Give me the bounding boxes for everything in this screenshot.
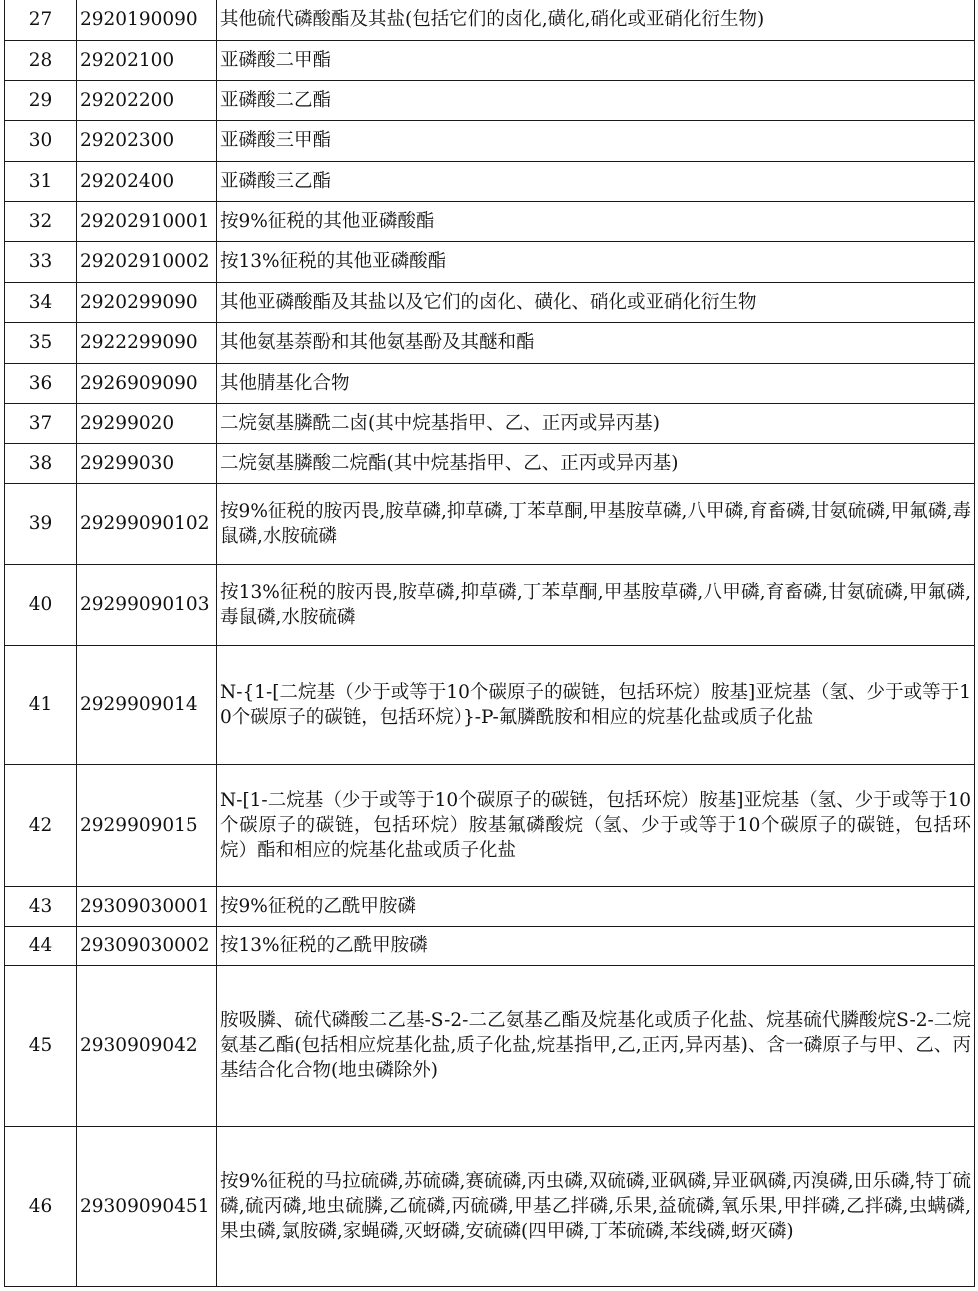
product-name: 按9%征税的马拉硫磷,苏硫磷,赛硫磷,丙虫磷,双硫磷,亚砜磷,异亚砜磷,丙溴磷,田乐磷,特丁硫磷,硫丙磷,地虫硫膦,乙硫磷,丙硫磷,甲基乙拌磷,乐果,益硫磷,氧乐果,甲拌磷,乙拌磷,虫螨磷,果虫磷,氯胺磷,家蝇磷,灭蚜磷,安硫磷(四甲磷,丁苯硫磷,苯线磷,蚜灭磷): [217, 1126, 975, 1286]
hs-code: 29202300: [77, 120, 217, 161]
product-name: 按13%征税的乙酰甲胺磷: [217, 926, 975, 965]
row-number: 28: [5, 40, 77, 80]
row-number: 33: [5, 241, 77, 282]
row-number: 37: [5, 403, 77, 443]
tariff-code-table: [4, 0, 975, 1287]
hs-code: 2930909042: [77, 965, 217, 1126]
row-number: 31: [5, 161, 77, 201]
product-name: 按13%征税的其他亚磷酸酯: [217, 241, 975, 282]
product-name: 胺吸膦、硫代磷酸二乙基-S-2-二乙氨基乙酯及烷基化或质子化盐、烷基硫代膦酸烷S-2-二烷氨基乙酯(包括相应烷基化盐,质子化盐,烷基指甲,乙,正丙,异丙基)、含一磷原子与甲、乙、丙基结合化合物(地虫磷除外): [217, 965, 975, 1126]
table-row: [5, 161, 975, 201]
product-name: 二烷氨基膦酸二烷酯(其中烷基指甲、乙、正丙或异丙基): [217, 443, 975, 483]
row-number: 46: [5, 1126, 77, 1286]
row-number: 27: [5, 0, 77, 40]
hs-code: 2920299090: [77, 282, 217, 322]
row-number: 42: [5, 764, 77, 886]
hs-code: 29202910002: [77, 241, 217, 282]
row-number: 30: [5, 120, 77, 161]
table-row: [5, 483, 975, 564]
product-name: 按9%征税的其他亚磷酸酯: [217, 201, 975, 241]
product-name: 其他硫代磷酸酯及其盐(包括它们的卤化,磺化,硝化或亚硝化衍生物): [217, 0, 975, 40]
table-row: [5, 1126, 975, 1286]
hs-code: 29299090102: [77, 483, 217, 564]
product-name: 亚磷酸三甲酯: [217, 120, 975, 161]
table-row: [5, 363, 975, 403]
table-row: [5, 645, 975, 764]
row-number: 34: [5, 282, 77, 322]
hs-code: 2922299090: [77, 322, 217, 363]
hs-code: 2920190090: [77, 0, 217, 40]
hs-code: 29202400: [77, 161, 217, 201]
product-name: 二烷氨基膦酰二卤(其中烷基指甲、乙、正丙或异丙基): [217, 403, 975, 443]
hs-code: 29309030001: [77, 886, 217, 926]
hs-code: 2926909090: [77, 363, 217, 403]
row-number: 43: [5, 886, 77, 926]
hs-code: 2929909015: [77, 764, 217, 886]
table-row: [5, 0, 975, 40]
row-number: 29: [5, 80, 77, 120]
row-number: 35: [5, 322, 77, 363]
row-number: 36: [5, 363, 77, 403]
table-row: [5, 926, 975, 965]
table-row: [5, 282, 975, 322]
product-name: 其他腈基化合物: [217, 363, 975, 403]
table-row: [5, 40, 975, 80]
hs-code: 2929909014: [77, 645, 217, 764]
product-name: 按9%征税的胺丙畏,胺草磷,抑草磷,丁苯草酮,甲基胺草磷,八甲磷,育畜磷,甘氨硫磷,甲氟磷,毒鼠磷,水胺硫磷: [217, 483, 975, 564]
table-row: [5, 443, 975, 483]
hs-code: 29299090103: [77, 564, 217, 645]
product-name: 其他亚磷酸酯及其盐以及它们的卤化、磺化、硝化或亚硝化衍生物: [217, 282, 975, 322]
row-number: 45: [5, 965, 77, 1126]
table-row: [5, 886, 975, 926]
table-row: [5, 764, 975, 886]
table-row: [5, 80, 975, 120]
hs-code: 29202910001: [77, 201, 217, 241]
table-row: [5, 965, 975, 1126]
hs-code: 29299020: [77, 403, 217, 443]
hs-code: 29309090451: [77, 1126, 217, 1286]
product-name: 按9%征税的乙酰甲胺磷: [217, 886, 975, 926]
table-row: [5, 403, 975, 443]
product-name: 亚磷酸三乙酯: [217, 161, 975, 201]
product-name: 亚磷酸二乙酯: [217, 80, 975, 120]
row-number: 41: [5, 645, 77, 764]
table-row: [5, 322, 975, 363]
row-number: 38: [5, 443, 77, 483]
product-name: 其他氨基萘酚和其他氨基酚及其醚和酯: [217, 322, 975, 363]
row-number: 40: [5, 564, 77, 645]
row-number: 39: [5, 483, 77, 564]
hs-code: 29202100: [77, 40, 217, 80]
product-name: 按13%征税的胺丙畏,胺草磷,抑草磷,丁苯草酮,甲基胺草磷,八甲磷,育畜磷,甘氨硫磷,甲氟磷,毒鼠磷,水胺硫磷: [217, 564, 975, 645]
product-name: 亚磷酸二甲酯: [217, 40, 975, 80]
product-name: N-[1-二烷基（少于或等于10个碳原子的碳链，包括环烷）胺基]亚烷基（氢、少于或等于10个碳原子的碳链，包括环烷）胺基氟磷酸烷（氢、少于或等于10个碳原子的碳链，包括环烷）酯和相应的烷基化盐或质子化盐: [217, 764, 975, 886]
product-name: N-{1-[二烷基（少于或等于10个碳原子的碳链，包括环烷）胺基]亚烷基（氢、少于或等于10个碳原子的碳链，包括环烷）}-P-氟膦酰胺和相应的烷基化盐或质子化盐: [217, 645, 975, 764]
table-row: [5, 241, 975, 282]
table-row: [5, 564, 975, 645]
row-number: 32: [5, 201, 77, 241]
row-number: 44: [5, 926, 77, 965]
hs-code: 29299030: [77, 443, 217, 483]
table-row: [5, 201, 975, 241]
hs-code: 29309030002: [77, 926, 217, 965]
hs-code: 29202200: [77, 80, 217, 120]
table-row: [5, 120, 975, 161]
